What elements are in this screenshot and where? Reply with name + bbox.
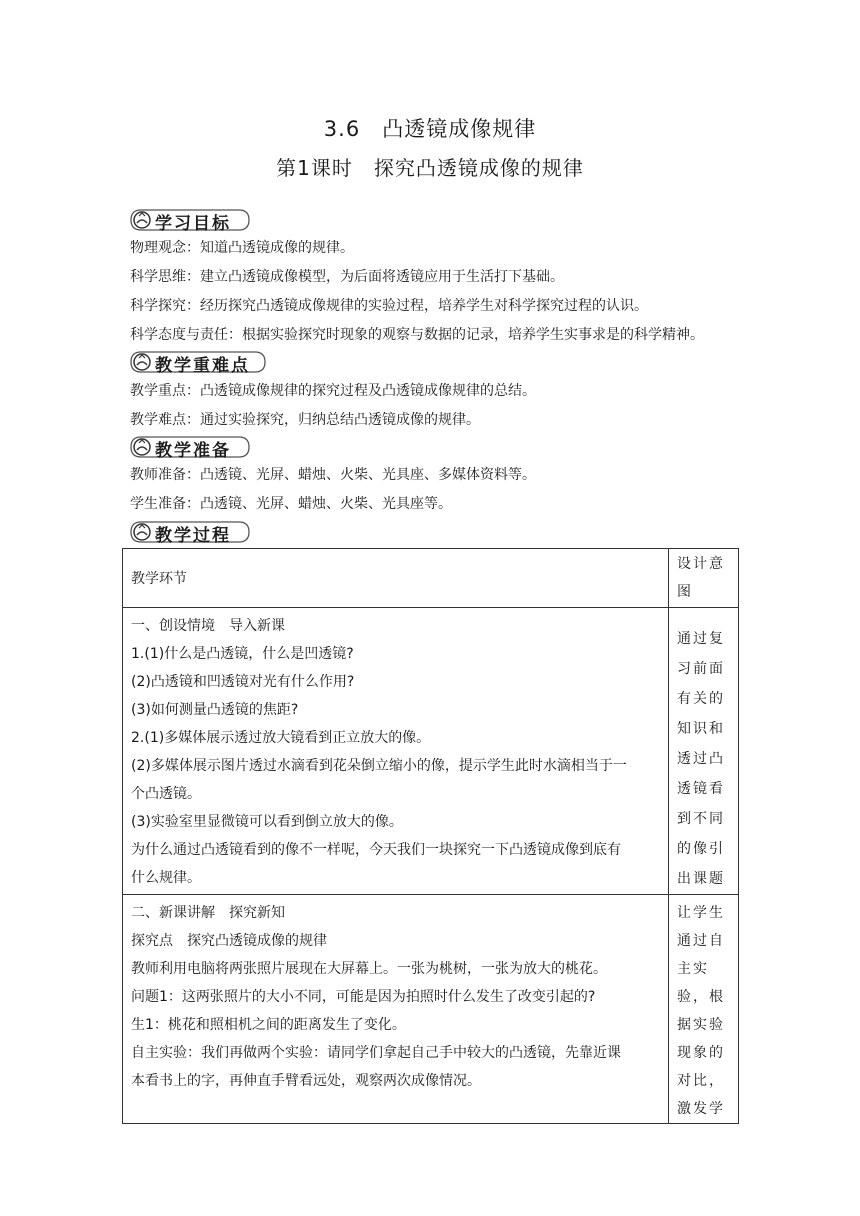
preparation-badge-label: 教学准备 <box>155 441 231 461</box>
row-line: 什么规律。 <box>131 870 201 886</box>
row-line: 一、创设情境 导入新课 <box>131 618 285 634</box>
row-line: (2)多媒体展示图片透过水滴看到花朵倒立缩小的像，提示学生此时水滴相当于一 <box>131 758 627 774</box>
key-point-line: 教学难点：通过实验探究，归纳总结凸透镜成像的规律。 <box>130 412 480 428</box>
key-points-badge-label: 教学重难点 <box>155 356 250 376</box>
row-line: 本看书上的字，再伸直手臂看远处，观察两次成像情况。 <box>131 1073 481 1089</box>
table-row <box>123 608 739 895</box>
row-line: 个凸透镜。 <box>131 786 201 802</box>
objective-line: 科学探究：经历探究凸透镜成像规律的实验过程，培养学生对科学探究过程的认识。 <box>130 298 648 314</box>
row-line: (3)如何测量凸透镜的焦距? <box>131 702 299 718</box>
row-line: 生1：桃花和照相机之间的距离发生了变化。 <box>131 1017 406 1033</box>
row-line: 探究点 探究凸透镜成像的规律 <box>131 933 327 949</box>
row-line: (2)凸透镜和凹透镜对光有什么作用? <box>131 674 355 690</box>
header-main-cell: 教学环节 <box>123 549 669 608</box>
row-side-cell <box>669 895 739 1124</box>
objectives-badge <box>127 208 251 232</box>
row-line: 为什么通过凸透镜看到的像不一样呢，今天我们一块探究一下凸透镜成像到底有 <box>131 842 621 858</box>
process-badge-label: 教学过程 <box>155 526 231 546</box>
preparation-badge <box>127 435 251 459</box>
design-intent-text: 通过复习前面有关的知识和透过凸透镜看到不同的像引出课题 <box>677 631 725 887</box>
table-header-row <box>123 549 739 608</box>
objective-line: 物理观念：知道凸透镜成像的规律。 <box>130 240 354 256</box>
teaching-process-table <box>122 548 739 1124</box>
row-main-cell <box>123 895 669 1124</box>
header-side-cell <box>669 549 739 608</box>
header-side-text: 设计意图 <box>677 556 725 600</box>
objective-line: 科学态度与责任：根据实验探究时现象的观察与数据的记录，培养学生实事求是的科学精神。 <box>130 327 704 343</box>
row-main-cell <box>123 608 669 895</box>
row-line: 二、新课讲解 探究新知 <box>131 905 285 921</box>
preparation-line: 学生准备：凸透镜、光屏、蜡烛、火柴、光具座等。 <box>130 496 452 512</box>
objectives-badge-label: 学习目标 <box>155 214 231 234</box>
process-badge <box>127 520 251 544</box>
key-points-badge <box>127 350 267 374</box>
row-line: 教师利用电脑将两张照片展现在大屏幕上。一张为桃树，一张为放大的桃花。 <box>131 961 607 977</box>
row-line: 2.(1)多媒体展示透过放大镜看到正立放大的像。 <box>131 730 431 746</box>
row-line: 自主实验：我们再做两个实验：请同学们拿起自己手中较大的凸透镜，先靠近课 <box>131 1045 621 1061</box>
lesson-title: 第1课时 探究凸透镜成像的规律 <box>276 156 584 180</box>
row-line: 1.(1)什么是凸透镜，什么是凹透镜? <box>131 646 354 662</box>
row-line: (3)实验室里显微镜可以看到倒立放大的像。 <box>131 814 403 830</box>
row-line: 问题1：这两张照片的大小不同，可能是因为拍照时什么发生了改变引起的? <box>131 989 596 1005</box>
key-point-line: 教学重点：凸透镜成像规律的探究过程及凸透镜成像规律的总结。 <box>130 383 536 399</box>
objective-line: 科学思维：建立凸透镜成像模型，为后面将透镜应用于生活打下基础。 <box>130 269 564 285</box>
preparation-line: 教师准备：凸透镜、光屏、蜡烛、火柴、光具座、多媒体资料等。 <box>130 467 536 483</box>
row-side-cell <box>669 608 739 895</box>
table-row <box>123 895 739 1124</box>
section-title: 3.6 凸透镜成像规律 <box>323 117 537 141</box>
design-intent-text: 让学生通过自主实验，根据实验现象的对比，激发学 <box>677 905 725 1117</box>
